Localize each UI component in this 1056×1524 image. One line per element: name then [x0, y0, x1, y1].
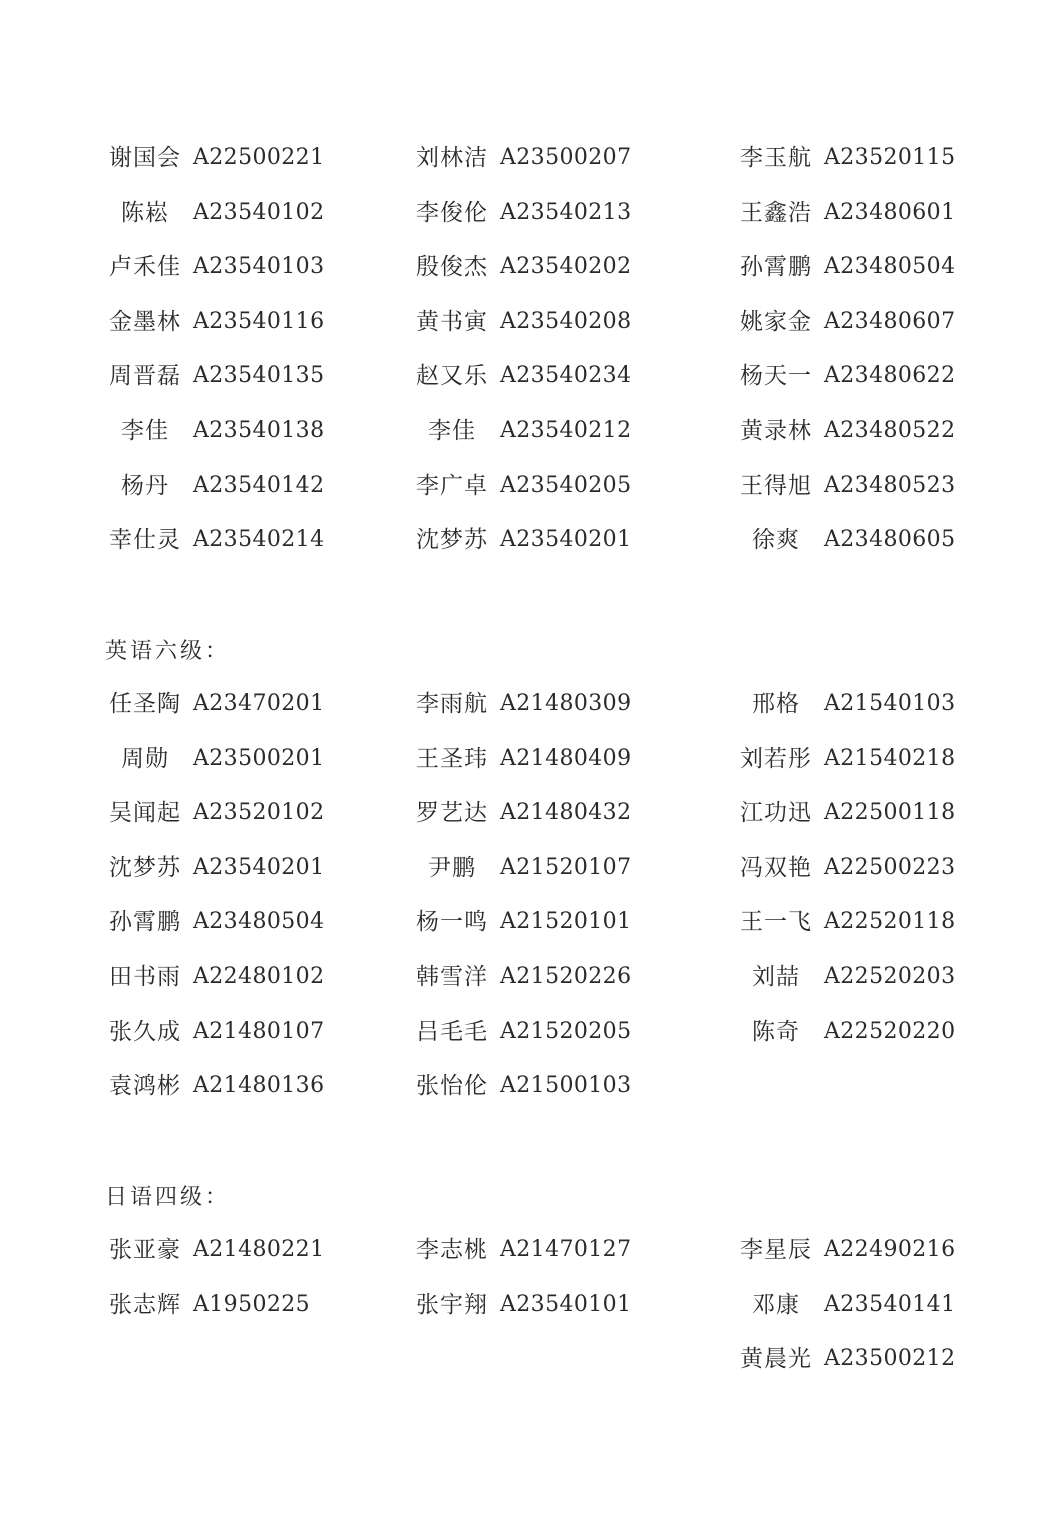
student-id: A23500201 — [193, 745, 325, 771]
student-name: 刘喆 — [752, 964, 800, 990]
student-name: 王圣玮 — [416, 745, 488, 772]
student-name: 冯双艳 — [740, 854, 812, 881]
student-id: A21480107 — [193, 1018, 325, 1044]
student-name: 殷俊杰 — [416, 254, 488, 281]
student-name: 邓康 — [752, 1291, 800, 1318]
student-id: A22520203 — [824, 964, 956, 989]
student-id: A21470127 — [500, 1237, 632, 1262]
student-name: 孙霄鹏 — [740, 254, 812, 281]
student-name: 徐爽 — [752, 527, 800, 554]
student-id: A23540213 — [500, 199, 632, 225]
student-name: 陈崧 — [121, 199, 169, 226]
student-name: 孙霄鹏 — [109, 909, 181, 936]
student-name: 李志桃 — [416, 1237, 488, 1263]
student-name: 任圣陶 — [109, 691, 181, 717]
student-name: 李俊伦 — [416, 199, 488, 226]
student-id: A23500207 — [500, 145, 632, 170]
student-name: 吕毛毛 — [416, 1018, 488, 1045]
student-name: 卢禾佳 — [109, 254, 181, 281]
student-id: A21480432 — [500, 800, 632, 826]
student-id: A23470201 — [193, 691, 325, 716]
student-id: A23540142 — [193, 472, 325, 498]
student-name: 姚家金 — [740, 308, 812, 335]
student-name: 张久成 — [109, 1018, 181, 1045]
student-name: 金墨林 — [109, 308, 181, 335]
student-id: A23520102 — [193, 800, 325, 826]
student-id: A21520101 — [500, 909, 632, 935]
student-id: A23480607 — [824, 308, 956, 334]
student-name: 李佳 — [428, 418, 476, 444]
student-name: 刘若彤 — [740, 745, 812, 772]
student-id: A23500212 — [824, 1346, 956, 1372]
student-name: 幸仕灵 — [109, 527, 181, 554]
student-id: A23520115 — [824, 145, 956, 170]
student-id: A22500118 — [824, 800, 956, 826]
section-heading: 英语六级： — [105, 639, 231, 664]
student-id: A22520220 — [824, 1018, 956, 1044]
student-id: A23480504 — [193, 909, 325, 935]
student-id: A22490216 — [824, 1237, 956, 1262]
student-id: A21480221 — [193, 1237, 325, 1262]
student-id: A21500103 — [500, 1073, 632, 1099]
student-id: A23480504 — [824, 254, 956, 280]
student-name: 李佳 — [121, 418, 169, 444]
student-id: A21520226 — [500, 964, 632, 989]
student-name: 王得旭 — [740, 472, 812, 499]
student-id: A1950225 — [193, 1291, 311, 1317]
student-name: 田书雨 — [109, 964, 181, 990]
student-id: A23540102 — [193, 199, 325, 225]
student-id: A23540208 — [500, 308, 632, 334]
student-name: 李星辰 — [740, 1237, 812, 1263]
student-name: 王一飞 — [740, 909, 812, 936]
student-id: A23540201 — [500, 527, 632, 553]
student-name: 张亚豪 — [109, 1237, 181, 1263]
student-name: 李玉航 — [740, 145, 812, 171]
student-name: 沈梦苏 — [109, 854, 181, 881]
student-name: 黄书寅 — [416, 308, 488, 335]
student-id: A23540116 — [193, 308, 325, 334]
student-name: 吴闻起 — [109, 800, 181, 827]
student-name: 罗艺达 — [416, 800, 488, 827]
student-id: A23540212 — [500, 418, 632, 443]
student-name: 杨丹 — [121, 472, 169, 499]
student-name: 杨天一 — [740, 363, 812, 390]
student-name: 黄录林 — [740, 418, 812, 444]
student-id: A21480409 — [500, 745, 632, 771]
student-id: A22500221 — [193, 145, 325, 170]
student-id: A23540101 — [500, 1291, 632, 1317]
student-name: 周晋磊 — [109, 363, 181, 390]
student-id: A23480601 — [824, 199, 956, 225]
student-id: A23540103 — [193, 254, 325, 280]
student-id: A22480102 — [193, 964, 325, 989]
student-name: 邢格 — [752, 691, 800, 717]
student-id: A21540103 — [824, 691, 956, 716]
student-id: A23480523 — [824, 472, 956, 498]
student-name: 张志辉 — [109, 1291, 181, 1318]
student-id: A23540138 — [193, 418, 325, 443]
student-name: 韩雪洋 — [416, 964, 488, 990]
student-name: 张宇翔 — [416, 1291, 488, 1318]
student-id: A21540218 — [824, 745, 956, 771]
student-id: A21520205 — [500, 1018, 632, 1044]
student-id: A21480309 — [500, 691, 632, 716]
student-id: A23540205 — [500, 472, 632, 498]
student-id: A21480136 — [193, 1073, 325, 1099]
student-id: A21520107 — [500, 854, 632, 880]
student-name: 江功迅 — [740, 800, 812, 827]
student-id: A23480605 — [824, 527, 956, 553]
student-name: 王鑫浩 — [740, 199, 812, 226]
student-name: 谢国会 — [109, 145, 181, 171]
student-id: A23540141 — [824, 1291, 956, 1317]
student-id: A23540135 — [193, 363, 325, 389]
student-name: 黄晨光 — [740, 1346, 812, 1373]
student-id: A22520118 — [824, 909, 956, 935]
student-name: 赵又乐 — [416, 363, 488, 390]
student-name: 李雨航 — [416, 691, 488, 717]
student-name: 周勋 — [121, 745, 169, 772]
student-name: 李广卓 — [416, 472, 488, 499]
student-id: A23540202 — [500, 254, 632, 280]
section-heading: 日语四级： — [105, 1185, 231, 1210]
student-id: A23540201 — [193, 854, 325, 880]
student-id: A23540234 — [500, 363, 632, 389]
student-name: 刘林洁 — [416, 145, 488, 171]
student-id: A23540214 — [193, 527, 325, 553]
student-id: A23480522 — [824, 418, 956, 443]
student-name: 沈梦苏 — [416, 527, 488, 554]
student-name: 张怡伦 — [416, 1073, 488, 1100]
student-name: 杨一鸣 — [416, 909, 488, 936]
student-name: 陈奇 — [752, 1018, 800, 1045]
student-name: 尹鹏 — [428, 854, 476, 881]
student-id: A23480622 — [824, 363, 956, 389]
student-name: 袁鸿彬 — [109, 1073, 181, 1100]
student-id: A22500223 — [824, 854, 956, 880]
